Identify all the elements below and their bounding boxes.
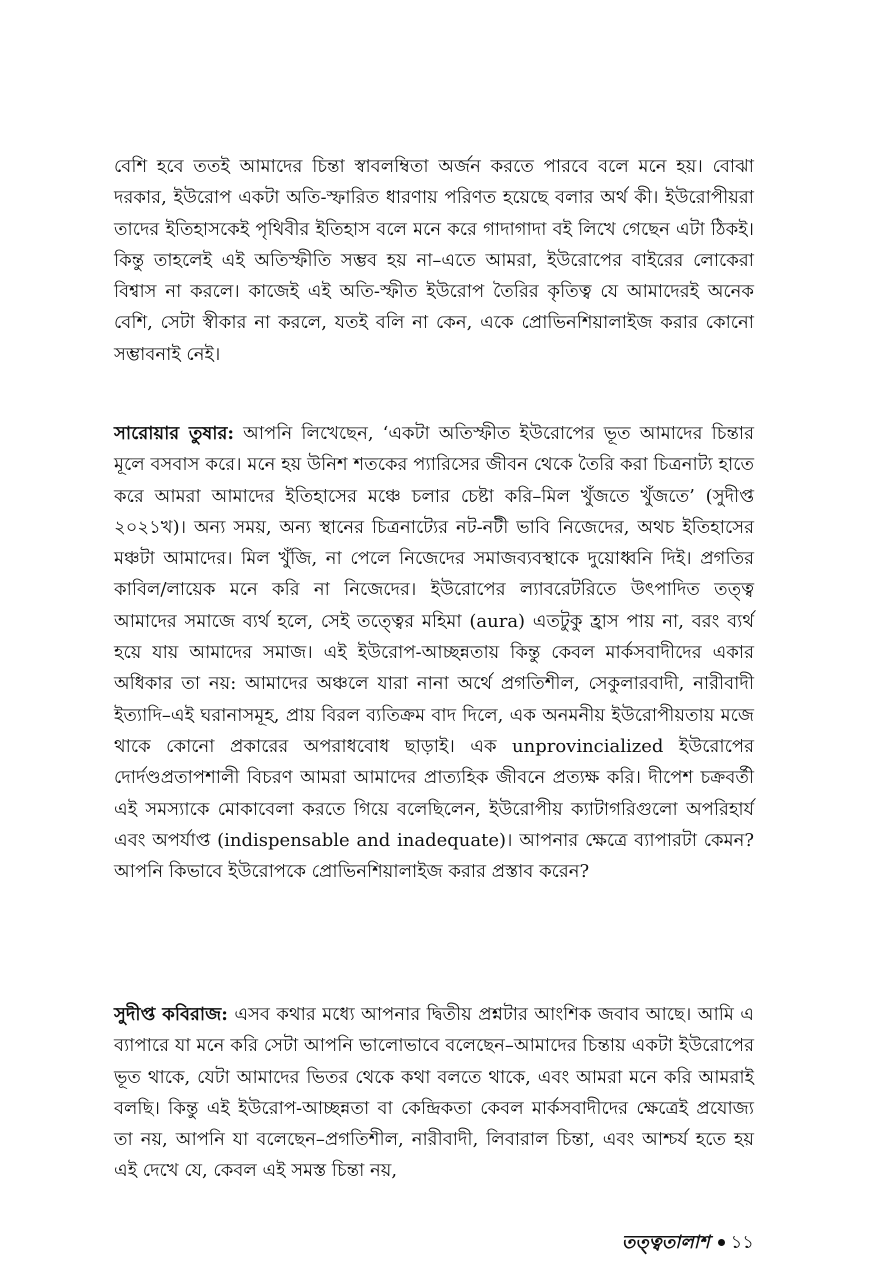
paragraph-continued	[114, 151, 754, 370]
paragraph-question	[114, 418, 754, 887]
question-text: আপনি লিখেছেন, ‘একটা অতিস্ফীত ইউরোপের ভূত আমাদের চিন্তার মূলে বসবাস করে। মনে হয় উনিশ শতকের প্যারিসের জীবন থেকে তৈরি করা চিত্রনাট্য হাতে করে আমরা আমাদের ইতিহাসের মঞ্চে চলার চেষ্টা করি–মিল খুঁজতে খুঁজতে’ (সুদীপ্ত ২০২১খ)। অন্য সময়, অন্য স্থানের চিত্রনাট্যের নট-নটী ভাবি নিজেদের, অথচ ইতিহাসের মঞ্চটা আমাদের। মিল খুঁজি, না পেলে নিজেদের সমাজব্যবস্থাকে দুয়োধ্বনি দিই। প্রগতির কাবিল/লায়েক মনে করি না নিজেদের। ইউরোপের ল্যাবরেটরিতে উৎপাদিত তত্ত্ব আমাদের সমাজে ব্যর্থ হলে, সেই তত্ত্বের মহিমা (aura) এতটুকু হ্রাস পায় না, বরং ব্যর্থ হয়ে যায় আমাদের সমাজ। এই ইউরোপ-আচ্ছন্নতায় কিন্তু কেবল মার্কসবাদীদের একার অধিকার তা নয়: আমাদের অঞ্চলে যারা নানা অর্থে প্রগতিশীল, সেকুলারবাদী, নারীবাদী ইত্যাদি–এই ঘরানাসমূহ, প্রায় বিরল ব্যতিক্রম বাদ দিলে, এক অনমনীয় ইউরোপীয়তায় মজে থাকে কোনো প্রকারের অপরাধবোধ ছাড়াই। এক unprovincialized ইউরোপের দোর্দণ্ডপ্রতাপশালী বিচরণ আমরা আমাদের প্রাত্যহিক জীবনে প্রত্যক্ষ করি। দীপেশ চক্রবর্তী এই সমস্যাকে মোকাবেলা করতে গিয়ে বলেছিলেন, ইউরোপীয় ক্যাটাগরিগুলো অপরিহার্য এবং অপর্যাপ্ত (indispensable and inadequate)। আপনার ক্ষেত্রে ব্যাপারটা কেমন? আপনি কিভাবে ইউরোপকে প্রোভিনশিয়ালাইজ করার প্রস্তাব করেন?	[114, 423, 754, 883]
speaker-name: সুদীপ্ত কবিরাজ:	[114, 1004, 228, 1025]
page-footer	[622, 1232, 754, 1254]
paragraph-text: বেশি হবে ততই আমাদের চিন্তা স্বাবলম্বিতা অর্জন করতে পারবে বলে মনে হয়। বোঝা দরকার, ইউরোপ একটা অতি-স্ফারিত ধারণায় পরিণত হয়েছে বলার অর্থ কী। ইউরোপীয়রা তাদের ইতিহাসকেই পৃথিবীর ইতিহাস বলে মনে করে গাদাগাদা বই লিখে গেছেন এটা ঠিকই। কিন্তু তাহলেই এই অতিস্ফীতি সম্ভব হয় না–এতে আমরা, ইউরোপের বাইরের লোকেরা বিশ্বাস না করলে। কাজেই এই অতি-স্ফীত ইউরোপ তৈরির কৃতিত্ব যে আমাদেরই অনেক বেশি, সেটা স্বীকার না করলে, যতই বলি না কেন, একে প্রোভিনশিয়ালাইজ করার কোনো সম্ভাবনাই নেই।	[114, 156, 754, 365]
paragraph-answer	[114, 999, 754, 1187]
answer-paragraph	[114, 999, 754, 1187]
question-paragraph	[114, 418, 754, 887]
bullet-icon	[718, 1239, 725, 1246]
speaker-name: সারোয়ার তুষার:	[114, 423, 235, 444]
journal-name: তত্ত্বতালাশ	[621, 1232, 710, 1253]
answer-text: এসব কথার মধ্যে আপনার দ্বিতীয় প্রশ্নটার আংশিক জবাব আছে। আমি এ ব্যাপারে যা মনে করি সেটা আপনি ভালোভাবে বলেছেন–আমাদের চিন্তায় একটা ইউরোপের ভূত থাকে, যেটা আমাদের ভিতর থেকে কথা বলতে থাকে, এবং আমরা মনে করি আমরাই বলছি। কিন্তু এই ইউরোপ-আচ্ছন্নতা বা কেন্দ্রিকতা কেবল মার্কসবাদীদের ক্ষেত্রেই প্রযোজ্য তা নয়, আপনি যা বলেছেন–প্রগতিশীল, নারীবাদী, লিবারাল চিন্তা, এবং আশ্চর্য হতে হয় এই দেখে যে, কেবল এই সমস্ত চিন্তা নয়,	[114, 1004, 754, 1182]
page-number: ১১	[730, 1232, 754, 1253]
